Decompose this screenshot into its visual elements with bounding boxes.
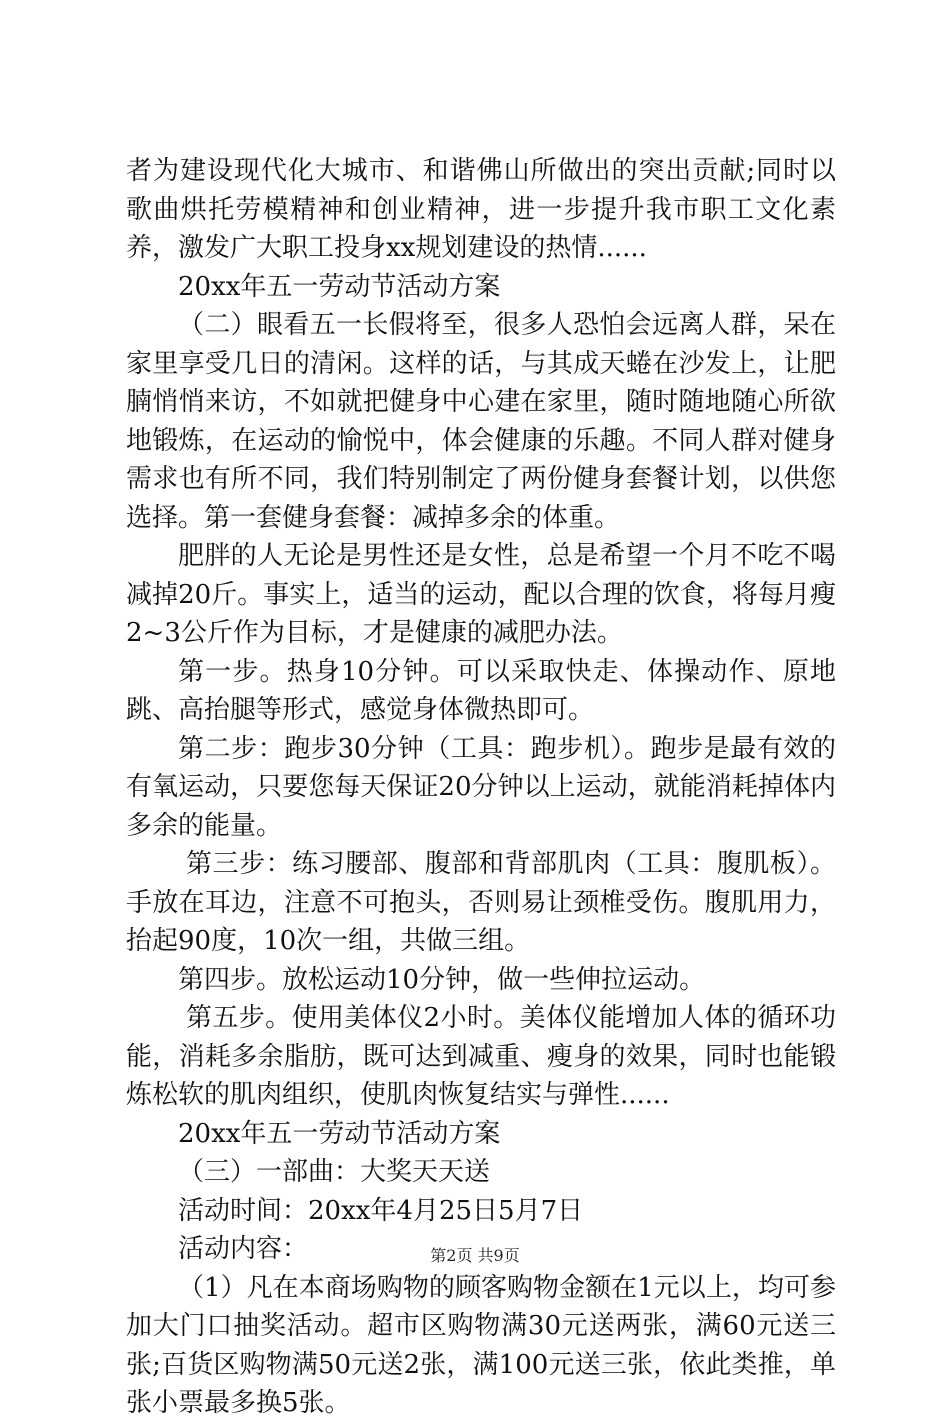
paragraph: 第三步：练习腰部、腹部和背部肌肉（工具：腹肌板）。手放在耳边，注意不可抱头，否则易让颈椎受伤。腹肌用力，抬起90度，10次一组，共做三组。 [126,849,836,956]
paragraph: 第五步。使用美体仪2小时。美体仪能增加人体的循环功能，消耗多余脂肪，既可达到减重、瘦身的效果，同时也能锻炼松软的肌肉组织，使肌肉恢复结实与弹性...... [126,1003,836,1110]
page-footer [0,1243,950,1266]
page-number-label: 第2页 共9页 [430,1246,520,1265]
section-heading: 20xx年五一劳动节活动方案 [178,271,501,302]
paragraph: 活动时间：20xx年4月25日5月7日 [178,1195,584,1226]
paragraph: 活动内容： [178,1234,309,1264]
paragraph: （1）凡在本商场购物的顾客购物金额在1元以上，均可参加大门口抽奖活动。超市区购物满30元送两张，满60元送三张;百货区购物满50元送2张，满100元送三张，依此类推，单张小票最多换5张。 [126,1272,836,1418]
document-body [126,152,836,1423]
paragraph: （二）眼看五一长假将至，很多人恐怕会远离人群，呆在家里享受几日的清闲。这样的话，与其成天蜷在沙发上，让肥腩悄悄来访，不如就把健身中心建在家里，随时随地随心所欲地锻炼，在运动的愉悦中，体会健康的乐趣。不同人群对健身需求也有所不同，我们特别制定了两份健身套餐计划，以供您选择。第一套健身套餐：减掉多余的体重。 [126,310,836,533]
section-heading: 20xx年五一劳动节活动方案 [178,1118,501,1149]
paragraph: （三）一部曲：大奖天天送 [178,1157,491,1187]
paragraph: 第二步：跑步30分钟（工具：跑步机）。跑步是最有效的有氧运动，只要您每天保证20分钟以上运动，就能消耗掉体内多余的能量。 [126,733,836,841]
paragraph: 肥胖的人无论是男性还是女性，总是希望一个月不吃不喝减掉20斤。事实上，适当的运动，配以合理的饮食，将每月瘦2~3公斤作为目标，才是健康的减肥办法。 [126,541,836,648]
paragraph: 第一步。热身10分钟。可以采取快走、体操动作、原地跳、高抬腿等形式，感觉身体微热即可。 [126,656,836,725]
paragraph: 者为建设现代化大城市、和谐佛山所做出的突出贡献;同时以歌曲烘托劳模精神和创业精神，进一步提升我市职工文化素养，激发广大职工投身xx规划建设的热情...... [126,156,836,263]
paragraph: 第四步。放松运动10分钟，做一些伸拉运动。 [178,964,706,995]
